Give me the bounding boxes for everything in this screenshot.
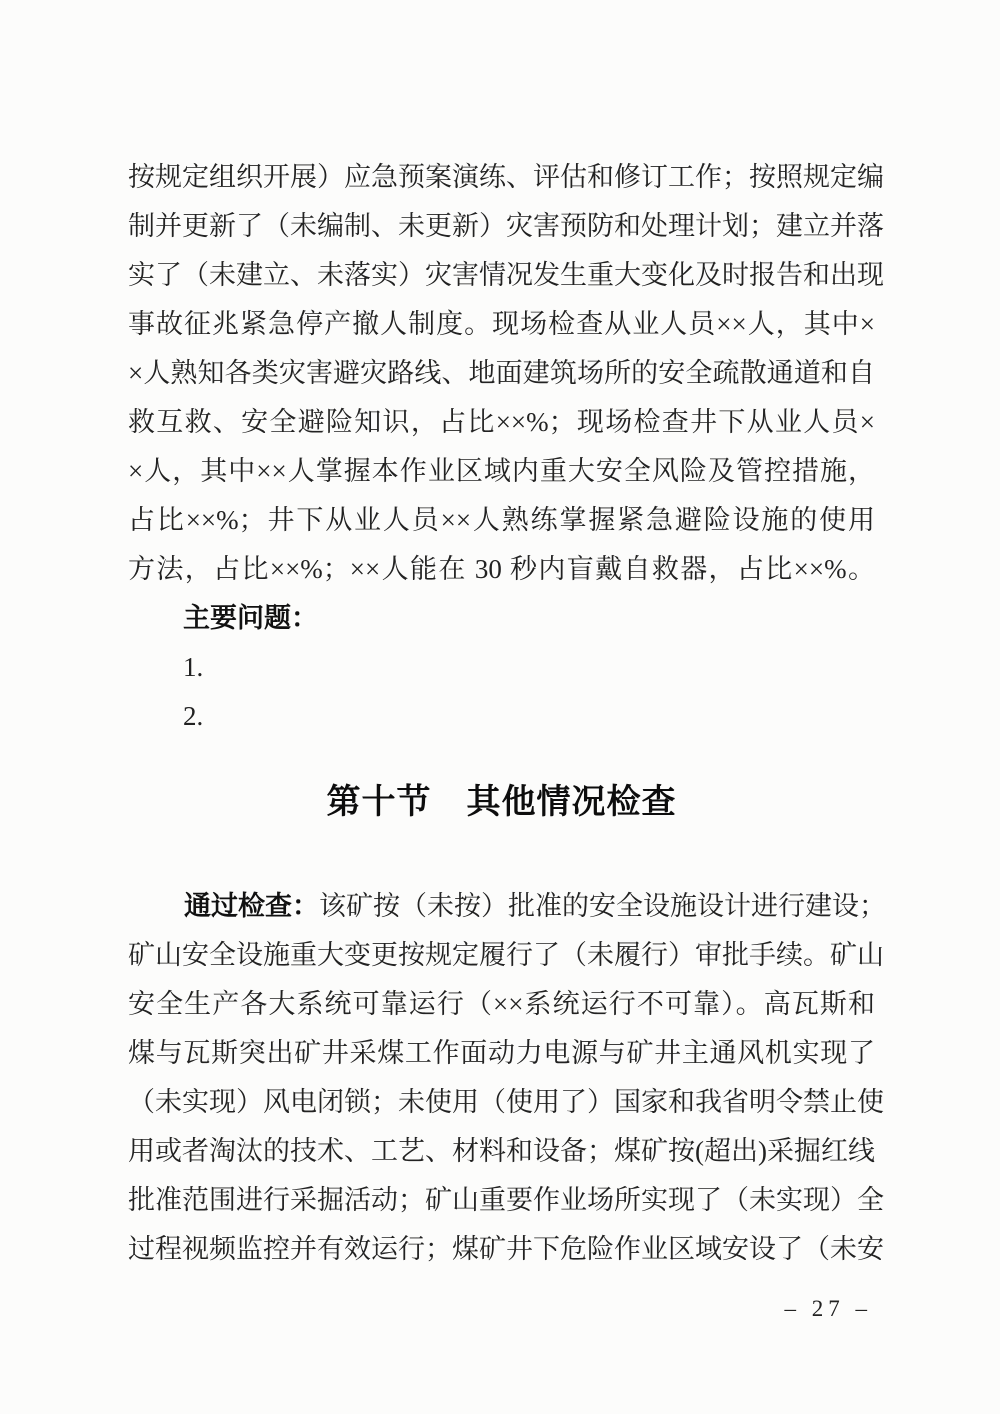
text-line: 制并更新了（未编制、未更新）灾害预防和处理计划；建立并落 [128, 211, 884, 241]
text-line: 事故征兆紧急停产撤人制度。现场检查从业人员××人，其中× [128, 309, 875, 339]
text-line: （未实现）风电闭锁；未使用（使用了）国家和我省明令禁止使 [128, 1087, 884, 1117]
problems-heading: 主要问题： [183, 603, 318, 633]
paragraph-lead: 通过检查： [184, 891, 319, 921]
section-heading: 第十节 其他情况检查 [326, 784, 677, 821]
text-line [128, 882, 886, 931]
text-line: 矿山安全设施重大变更按规定履行了（未履行）审批手续。矿山 [128, 940, 884, 970]
text-line: 方法，占比××%；××人能在 30 秒内盲戴自救器，占比××%。 [128, 554, 875, 584]
problem-item-1: 1. [183, 652, 204, 682]
paragraph-lead-rest: 该矿按（未按）批准的安全设施设计进行建设； [319, 891, 886, 921]
text-line: 安全生产各大系统可靠运行（××系统运行不可靠）。高瓦斯和 [128, 989, 875, 1019]
text-line: 用或者淘汰的技术、工艺、材料和设备；煤矿按(超出)采掘红线 [128, 1136, 875, 1166]
text-line: 按规定组织开展）应急预案演练、评估和修订工作；按照规定编 [128, 162, 884, 192]
text-line: 救互救、安全避险知识，占比××%；现场检查井下从业人员× [128, 407, 875, 437]
paragraph-other-checks [128, 882, 886, 1274]
text-line: 批准范围进行采掘活动；矿山重要作业场所实现了（未实现）全 [128, 1185, 884, 1215]
page-content [128, 153, 886, 1274]
problem-item-2: 2. [183, 701, 204, 731]
text-line: 占比××%；井下从业人员××人熟练掌握紧急避险设施的使用 [128, 505, 875, 535]
text-line: 实了（未建立、未落实）灾害情况发生重大变化及时报告和出现 [128, 260, 884, 290]
text-line: ×人，其中××人掌握本作业区域内重大安全风险及管控措施， [128, 456, 875, 486]
page-number: – 27 – [784, 1296, 872, 1321]
paragraph-emergency-drills [128, 153, 884, 594]
text-line: 煤与瓦斯突出矿井采煤工作面动力电源与矿井主通风机实现了 [128, 1038, 875, 1068]
text-line: 过程视频监控并有效运行；煤矿井下危险作业区域安设了（未安 [128, 1234, 884, 1264]
text-line: ×人熟知各类灾害避灾路线、地面建筑场所的安全疏散通道和自 [128, 358, 875, 388]
